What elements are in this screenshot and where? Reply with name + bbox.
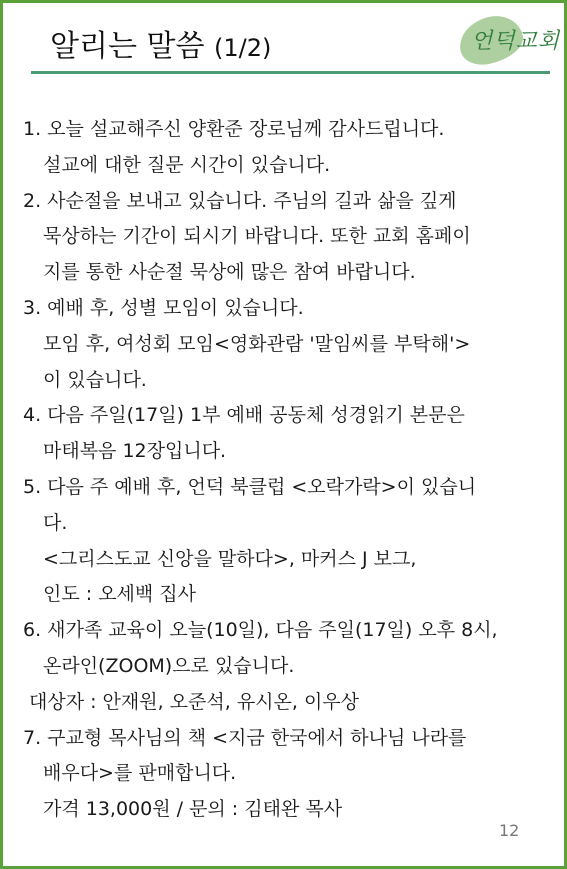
announcement-line: 이 있습니다. <box>43 368 147 391</box>
announcement-line: 대상자 : 안재원, 오준석, 유시온, 이우상 <box>29 690 360 713</box>
announcement-line: 마태복음 12장입니다. <box>43 440 227 463</box>
announcement-line: 설교에 대한 질문 시간이 있습니다. <box>43 153 331 176</box>
announcement-line: 모임 후, 여성회 모임<영화관람 '말임씨를 부탁해'> <box>43 332 471 355</box>
announcement-line: 3. 예배 후, 성별 모임이 있습니다. <box>23 296 304 319</box>
announcement-item <box>23 470 553 613</box>
announcement-line: 묵상하는 기간이 되시기 바랍니다. 또한 교회 홈페이 <box>43 225 471 248</box>
announcement-line: 가격 13,000원 / 문의 : 김태완 목사 <box>43 798 343 821</box>
announcement-line: 배우다>를 판매합니다. <box>43 762 237 785</box>
announcement-item <box>23 398 553 470</box>
announcement-line: 6. 새가족 교육이 오늘(10일), 다음 주일(17일) 오후 8시, <box>23 619 498 642</box>
title-text: 알리는 말씀 <box>50 29 205 64</box>
announcement-item <box>23 613 553 720</box>
announcement-line: 7. 구교형 목사님의 책 <지금 한국에서 하나님 나라를 <box>23 726 467 749</box>
announcement-item <box>23 112 553 184</box>
page-number: 12 <box>499 821 520 840</box>
title-divider <box>31 71 550 74</box>
announcement-line: 2. 사순절을 보내고 있습니다. 주님의 길과 삶을 깊게 <box>23 189 457 212</box>
announcement-line: 5. 다음 주 예배 후, 언덕 북클럽 <오락가락>이 있습니 <box>23 475 477 498</box>
announcement-line: <그리스도교 신앙을 말하다>, 마커스 J 보그, <box>43 547 417 570</box>
title-page-indicator: (1/2) <box>213 34 272 62</box>
announcement-item <box>23 721 553 828</box>
page-title <box>50 25 271 70</box>
announcement-item <box>23 291 553 398</box>
announcement-line: 지를 통한 사순절 묵상에 많은 참여 바랍니다. <box>43 261 416 284</box>
announcement-line: 온라인(ZOOM)으로 있습니다. <box>43 654 295 677</box>
logo-text: 언덕교회 <box>471 29 561 54</box>
announcement-item <box>23 184 553 291</box>
announcement-line: 1. 오늘 설교해주신 양환준 장로님께 감사드립니다. <box>23 118 445 140</box>
announcement-line: 다. <box>43 511 68 534</box>
announcement-line: 4. 다음 주일(17일) 1부 예배 공동체 성경읽기 본문은 <box>23 404 465 427</box>
announcement-line: 인도 : 오세백 집사 <box>43 583 196 606</box>
announcement-list <box>23 112 553 828</box>
church-logo <box>455 15 561 67</box>
